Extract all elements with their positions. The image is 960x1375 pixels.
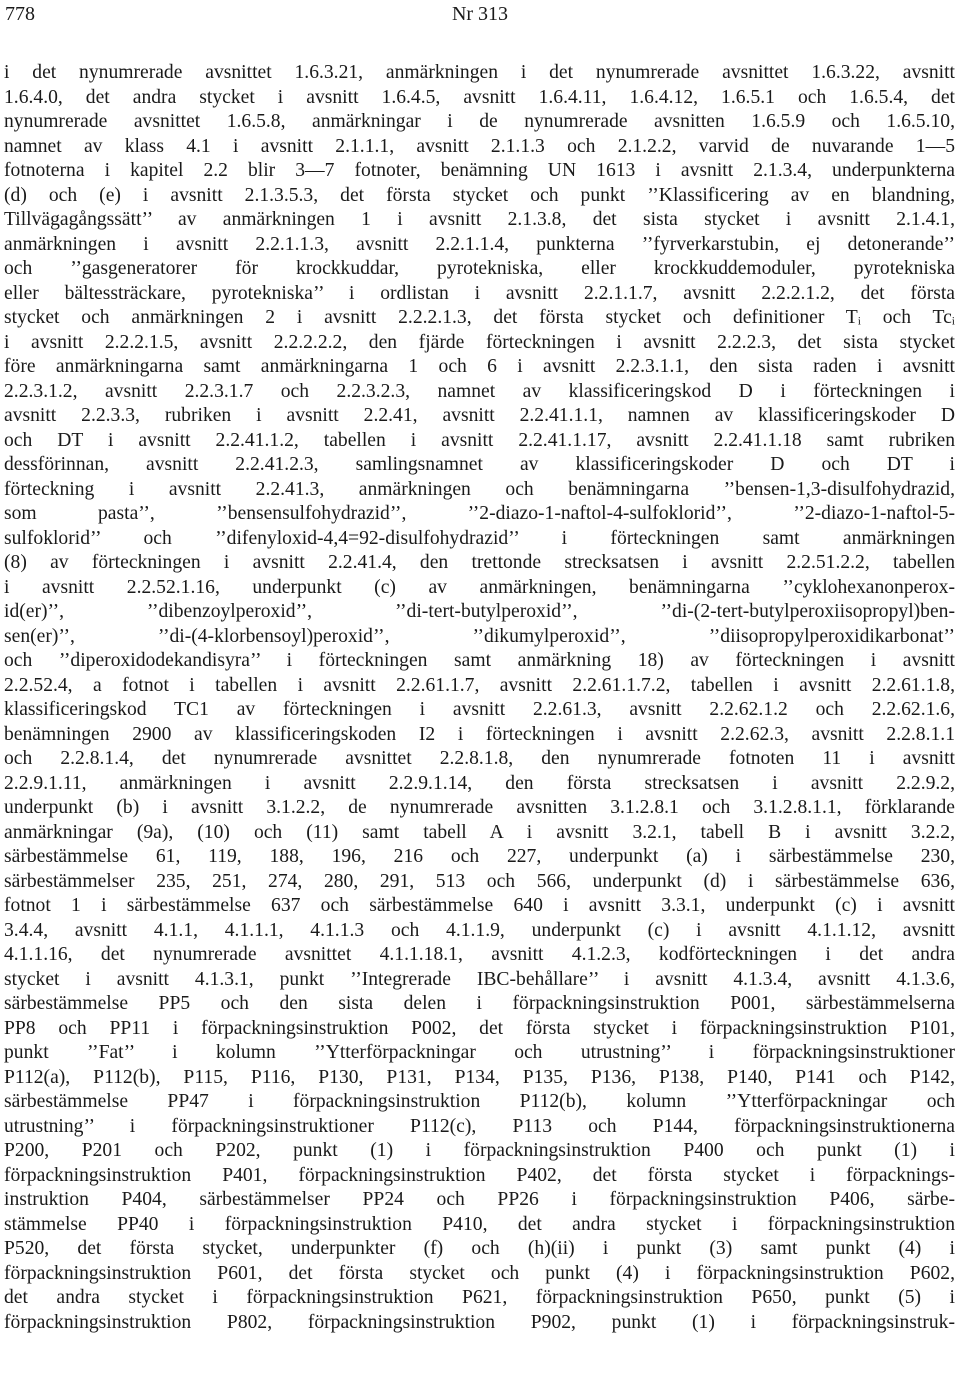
text-line: eller bältessträckare, pyrotekniska’’ i ordlistan i avsnitt 2.2.1.1.7, avsnitt 2.2.2.1.2, det första [4, 282, 955, 304]
text-line: i avsnitt 2.2.2.1.5, avsnitt 2.2.2.2.2, den fjärde förteckningen i avsnitt 2.2.2.3, det sista stycket [4, 331, 955, 353]
text-line: särbestämmelser 235, 251, 274, 280, 291, 513 och 566, underpunkt (d) i särbestämmelse 636, [4, 870, 955, 892]
text-line: 1.6.4.0, det andra stycket i avsnitt 1.6.4.5, avsnitt 1.6.4.11, 1.6.4.12, 1.6.5.1 och 1.6.5.4, det [4, 86, 955, 108]
text-line: särbestämmelse PP47 i förpackningsinstruktion P112(b), kolumn ’’Ytterförpackningar och [4, 1091, 955, 1112]
text-line: och 2.2.8.1.4, det nynumrerade avsnittet 2.2.8.1.8, den nynumrerade fotnoten 11 i avsnitt [4, 748, 955, 769]
text-line: stycket och anmärkningen 2 i avsnitt 2.2.2.1.3, det första stycket och definitioner Tᵢ och Tcᵢ [4, 307, 955, 328]
text-line: som pasta’’, ’’bensensulfohydrazid’’, ’’2-diazo-1-naftol-4-sulfoklorid’’, ’’2-diazo-1-naftol-5- [4, 503, 955, 524]
text-line: särbestämmelse PP5 och den sista delen i förpackningsinstruktion P001, särbestämmelserna [4, 993, 955, 1014]
body-text [4, 61, 955, 1335]
text-line: sen(er)’’, ’’di-(4-klorbensoyl)peroxid’’, ’’dikumylperoxid’’, ’’diisopropylperoxidikarbonat’’ [4, 625, 955, 647]
text-line: PP8 och PP11 i förpackningsinstruktion P002, det första stycket i förpackningsinstruktion P101, [4, 1017, 955, 1039]
text-line: namnet av klass 4.1 i avsnitt 2.1.1.1, avsnitt 2.1.1.3 och 2.1.2.2, varvid de nuvarande 1—5 [4, 135, 955, 157]
text-line: stämmelse PP40 i förpackningsinstruktion P410, det andra stycket i förpackningsinstruktion [4, 1213, 955, 1235]
page-number: 778 [5, 3, 35, 25]
text-line: id(er)’’, ’’dibenzoylperoxid’’, ’’di-tert-butylperoxid’’, ’’di-(2-tert-butylperoxiisopropyl)ben- [4, 601, 955, 622]
text-line: sulfoklorid’’ och ’’difenyloxid-4,4=92-disulfohydrazid’’ i förteckningen samt anmärkningen [4, 527, 955, 549]
text-line: 4.1.1.16, det nynumrerade avsnittet 4.1.1.18.1, avsnitt 4.1.2.3, kodförteckningen i det andra [4, 944, 955, 965]
text-line: särbestämmelse 61, 119, 188, 196, 216 och 227, underpunkt (a) i särbestämmelse 230, [4, 846, 955, 867]
text-line: före anmärkningarna samt anmärkningarna 1 och 6 i avsnitt 2.2.3.1.1, den sista raden i avsnitt [4, 356, 955, 377]
text-line: klassificeringskod TC1 av förteckningen i avsnitt 2.2.61.3, avsnitt 2.2.62.1.2 och 2.2.62.1.6, [4, 699, 955, 720]
text-line: Tillvägagångssätt’’ av anmärkningen 1 i avsnitt 2.1.3.8, det sista stycket i avsnitt 2.1.4.1, [4, 209, 955, 230]
text-line: underpunkt (b) i avsnitt 3.1.2.2, de nynumrerade avsnitten 3.1.2.8.1 och 3.1.2.8.1.1, förklarande [4, 797, 955, 818]
text-line: utrustning’’ i förpackningsinstruktioner P112(c), P113 och P144, förpackningsinstruktionerna [4, 1115, 955, 1137]
text-line: 3.4.4, avsnitt 4.1.1, 4.1.1.1, 4.1.1.3 och 4.1.1.9, underpunkt (c) i avsnitt 4.1.1.12, avsnitt [4, 919, 955, 941]
text-line: förpackningsinstruktion P601, det första stycket och punkt (4) i förpackningsinstruktion P602, [4, 1262, 955, 1284]
document-number: Nr 313 [451, 3, 509, 25]
text-line: anmärkningar (9a), (10) och (11) samt tabell A i avsnitt 3.2.1, tabell B i avsnitt 3.2.2, [4, 821, 955, 843]
text-line: förteckning i avsnitt 2.2.41.3, anmärkningen och benämningarna ’’bensen-1,3-disulfohydrazid, [4, 478, 955, 500]
text-line: benämningen 2900 av klassificeringskoden I2 i förteckningen i avsnitt 2.2.62.3, avsnitt 2.2.8.1.1 [4, 723, 955, 745]
page-header [0, 0, 960, 30]
text-line: det andra stycket i förpackningsinstruktion P621, förpackningsinstruktion P650, punkt (5) i [4, 1287, 955, 1308]
text-line: 2.2.9.1.11, anmärkningen i avsnitt 2.2.9.1.14, den första strecksatsen i avsnitt 2.2.9.2, [4, 772, 955, 794]
text-line: instruktion P404, särbestämmelser PP24 och PP26 i förpackningsinstruktion P406, särbe- [4, 1189, 955, 1210]
text-line: (8) av förteckningen i avsnitt 2.2.41.4, den trettonde strecksatsen i avsnitt 2.2.51.2.2, tabellen [4, 552, 955, 573]
text-line: 2.2.52.4, a fotnot i tabellen i avsnitt 2.2.61.1.7, avsnitt 2.2.61.1.7.2, tabellen i avsnitt 2.2.61.1.8, [4, 674, 955, 696]
text-line: förpackningsinstruktion P802, förpackningsinstruktion P902, punkt (1) i förpackningsinstruk- [4, 1311, 955, 1333]
text-line: P200, P201 och P202, punkt (1) i förpackningsinstruktion P400 och punkt (1) i [4, 1140, 955, 1161]
text-line: P112(a), P112(b), P115, P116, P130, P131, P134, P135, P136, P138, P140, P141 och P142, [4, 1066, 955, 1088]
text-line: avsnitt 2.2.3.3, rubriken i avsnitt 2.2.41, avsnitt 2.2.41.1.1, namnen av klassificeringskoder D [4, 405, 955, 426]
text-line: anmärkningen i avsnitt 2.2.1.1.3, avsnitt 2.2.1.1.4, punkterna ’’fyrverkarstubin, ej detonerande’’ [4, 233, 955, 255]
text-line: förpackningsinstruktion P401, förpackningsinstruktion P402, det första stycket i förpacknings- [4, 1164, 955, 1186]
text-line: i avsnitt 2.2.52.1.16, underpunkt (c) av anmärkningen, benämningarna ’’cyklohexanonperox- [4, 576, 955, 598]
text-line: i det nynumrerade avsnittet 1.6.3.21, anmärkningen i det nynumrerade avsnittet 1.6.3.22, avsnitt [4, 62, 955, 83]
text-line: fotnoterna i kapitel 2.2 blir 3—7 fotnoter, benämning UN 1613 i avsnitt 2.1.3.4, underpunkterna [4, 160, 955, 181]
text-line: nynumrerade avsnittet 1.6.5.8, anmärkningar i de nynumrerade avsnitten 1.6.5.9 och 1.6.5.10, [4, 111, 955, 132]
text-line: (d) och (e) i avsnitt 2.1.3.5.3, det första stycket och punkt ’’Klassificering av en blandning, [4, 184, 955, 206]
text-line: fotnot 1 i särbestämmelse 637 och särbestämmelse 640 i avsnitt 3.3.1, underpunkt (c) i avsnitt [4, 895, 955, 916]
text-line: och ’’diperoxidodekandisyra’’ i förteckningen samt anmärkning 18) av förteckningen i avsnitt [4, 650, 955, 671]
text-line: dessförinnan, avsnitt 2.2.41.2.3, samlingsnamnet av klassificeringskoder D och DT i [4, 454, 955, 475]
text-line: P520, det första stycket, underpunkter (f) och (h)(ii) i punkt (3) samt punkt (4) i [4, 1238, 955, 1259]
text-line: och ’’gasgeneratorer för krockkuddar, pyrotekniska, eller krockkuddemoduler, pyrotekniska [4, 258, 955, 279]
text-line: 2.2.3.1.2, avsnitt 2.2.3.1.7 och 2.2.3.2.3, namnet av klassificeringskod D i förteckningen i [4, 380, 955, 402]
text-line: punkt ’’Fat’’ i kolumn ’’Ytterförpackningar och utrustning’’ i förpackningsinstruktioner [4, 1042, 955, 1063]
text-line: och DT i avsnitt 2.2.41.1.2, tabellen i avsnitt 2.2.41.1.17, avsnitt 2.2.41.1.18 samt rubriken [4, 429, 955, 451]
text-line: stycket i avsnitt 4.1.3.1, punkt ’’Integrerade IBC-behållare’’ i avsnitt 4.1.3.4, avsnitt 4.1.3.6, [4, 968, 955, 990]
